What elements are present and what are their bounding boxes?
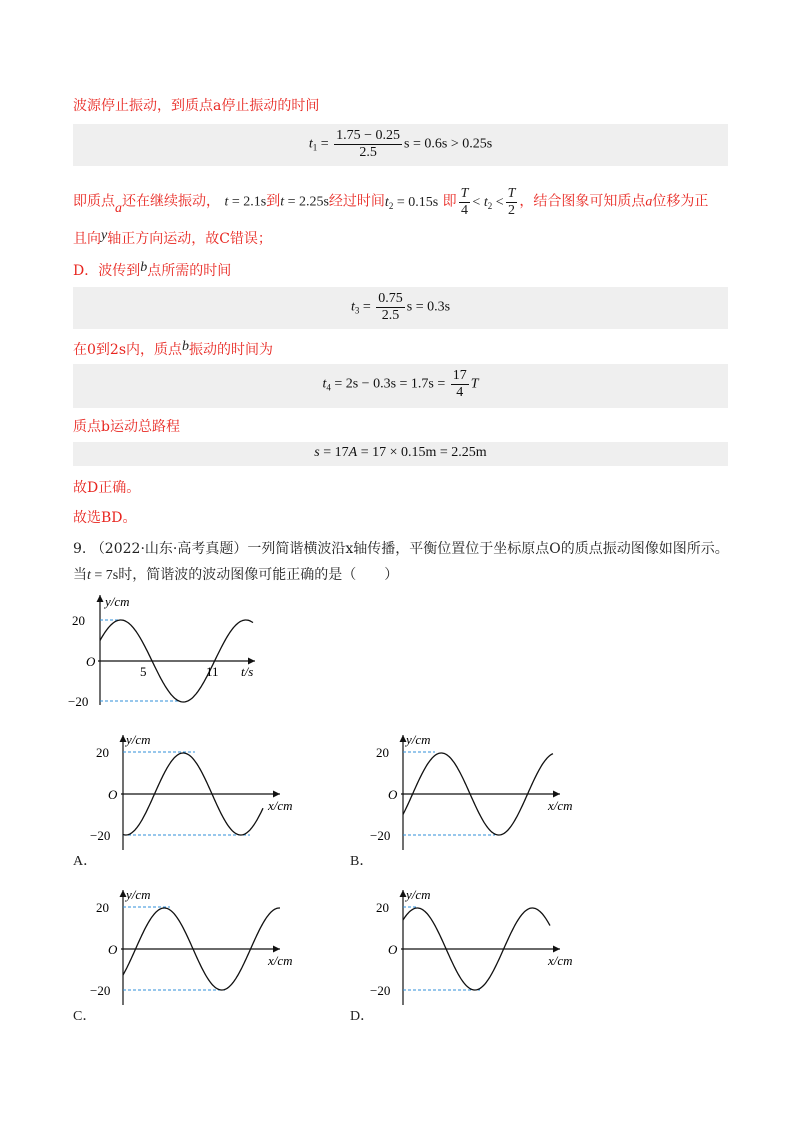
- equation-t1: $t_1$ = $\frac{1.75 - 0.25}{2.5}$ s = 0.6s > 0.25s: [308, 128, 493, 160]
- line-4b-text: 点所需的时间: [147, 263, 232, 279]
- line-8-text: 故选BD。: [73, 510, 137, 526]
- explanation-line-5: 在0到2s内，质点b振动的时间为: [73, 339, 273, 358]
- explanation-line-1: [73, 97, 319, 115]
- option-b-graph: [370, 730, 590, 855]
- line-2f-text: ，结合图象可知质点: [519, 193, 646, 210]
- vibration-graph: [60, 590, 280, 710]
- question-text-2b: 时，简谐波的波动图像可能正确的是（ ）: [118, 567, 399, 583]
- line-2d-text: 经过时间: [328, 193, 385, 210]
- option-a-label[interactable]: A．: [73, 854, 98, 869]
- line-4a-text: D．波传到: [73, 263, 141, 279]
- y-tick-20: 20: [96, 900, 109, 915]
- y-axis-label: y/cm: [406, 732, 431, 747]
- line-2g-text: 位移为正: [652, 193, 709, 210]
- line-3a-text: 且向: [73, 231, 101, 247]
- line-2a-text: 即质点: [73, 193, 115, 210]
- option-a-graph: [90, 730, 310, 855]
- equation-s: s = 17A = 17 × 0.15m = 2.25m: [314, 445, 487, 460]
- option-d-graph: [370, 885, 590, 1010]
- explanation-line-8: [73, 509, 137, 527]
- line-7-text: 故D正确。: [73, 480, 141, 496]
- explanation-line-3: 且向y轴正方向运动，故C错误；: [73, 228, 272, 247]
- question-text-1: 一列简谐横波沿x轴传播，平衡位置位于坐标原点O的质点振动图像如图所示。: [247, 541, 729, 557]
- line-1-text: 波源停止振动，到质点a停止振动的时间: [73, 98, 320, 114]
- y-tick-neg20: −20: [370, 983, 391, 998]
- equation-box-5: [73, 442, 728, 466]
- x-axis-label: x/cm: [548, 798, 573, 813]
- y-tick-neg20: −20: [90, 828, 111, 843]
- option-b-label[interactable]: B．: [350, 854, 374, 869]
- line-6-text: 质点b运动总路程: [73, 419, 180, 435]
- y-tick-20: 20: [96, 745, 109, 760]
- option-c-graph: [90, 885, 310, 1010]
- line-5b-text: 振动的时间为: [189, 342, 273, 358]
- origin-label: O: [388, 942, 398, 957]
- option-c-label[interactable]: C．: [73, 1009, 97, 1024]
- origin-label: O: [388, 787, 398, 802]
- question-number: 9.: [73, 541, 87, 557]
- explanation-line-2: 即质点a还在继续振动， t = 2.1s到t = 2.25s经过时间$t_2 = 0.15s$ 即 $\frac{T}{4}$ < $t_2$ < $\frac{T}{2}$ ，结合图象可知质点a位移为正: [73, 186, 709, 218]
- explanation-line-7: [73, 479, 140, 497]
- explanation-line-6: [73, 418, 180, 436]
- x-tick-5: 5: [140, 664, 147, 679]
- y-tick-neg20: −20: [90, 983, 111, 998]
- equation-box-1: [73, 124, 728, 166]
- line-3b-text: 轴正方向运动，故C错误；: [107, 231, 272, 247]
- y-tick-20: 20: [72, 613, 85, 628]
- equation-t4: $t_4 = 2s - 0.3s = 1.7s$ = $\frac{17}{4}$ T: [322, 368, 479, 400]
- x-axis-label: x/cm: [548, 953, 573, 968]
- explanation-line-4: D．波传到b点所需的时间: [73, 260, 232, 279]
- equation-t3: $t_3$ = $\frac{0.75}{2.5}$ s = 0.3s: [350, 291, 451, 323]
- equation-box-4: [73, 364, 728, 408]
- line-5a-text: 在0到2s内，质点: [73, 342, 182, 358]
- x-axis-label: x/cm: [268, 953, 293, 968]
- y-axis-label: y/cm: [126, 732, 151, 747]
- question-9-line-1: [73, 540, 729, 558]
- y-axis-label: y/cm: [105, 594, 130, 609]
- y-tick-neg20: −20: [68, 694, 89, 709]
- origin-label: O: [108, 942, 118, 957]
- x-axis-label: t/s: [241, 664, 254, 679]
- y-tick-20: 20: [376, 900, 389, 915]
- x-axis-label: x/cm: [268, 798, 293, 813]
- y-axis-label: y/cm: [406, 887, 431, 902]
- origin-label: O: [86, 654, 96, 669]
- line-2c-text: 到: [266, 193, 281, 210]
- line-2e-text: 即: [442, 193, 457, 210]
- question-text-2a: 当: [73, 567, 87, 583]
- question-9-line-2: 当t = 7s时，简谐波的波动图像可能正确的是（ ）: [73, 567, 399, 583]
- y-tick-neg20: −20: [370, 828, 391, 843]
- line-2b-text: 还在继续振动，: [122, 193, 220, 210]
- y-tick-20: 20: [376, 745, 389, 760]
- origin-label: O: [108, 787, 118, 802]
- equation-box-3: [73, 287, 728, 329]
- question-source: （2022·山东·高考真题）: [90, 541, 248, 557]
- option-d-label[interactable]: D．: [350, 1009, 375, 1024]
- x-tick-11: 11: [206, 664, 219, 679]
- y-axis-label: y/cm: [126, 887, 151, 902]
